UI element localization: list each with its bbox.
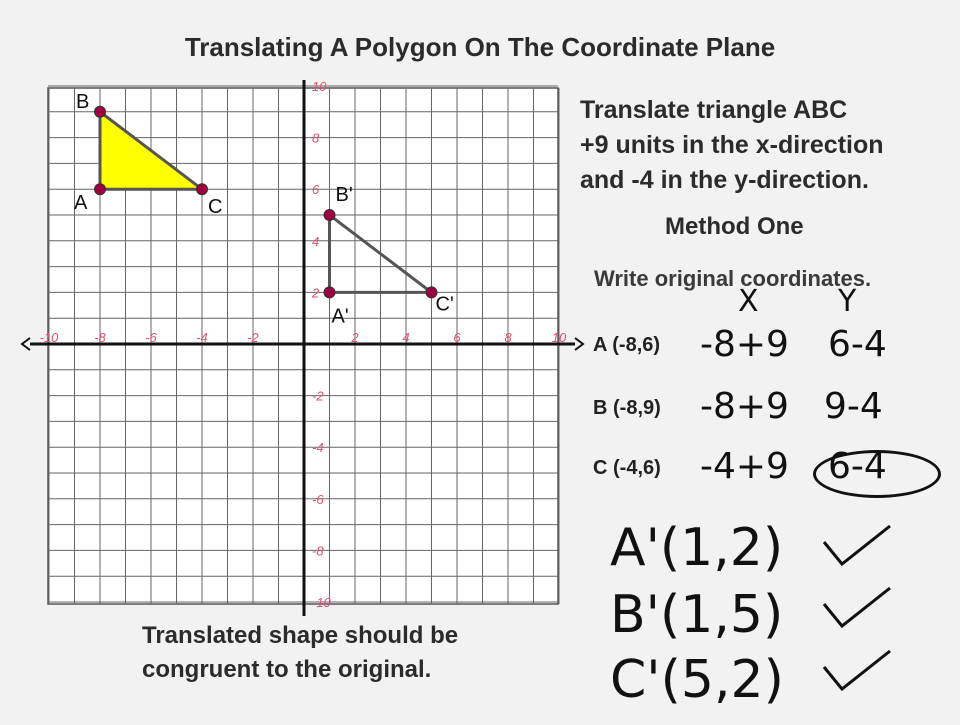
y-tick-label: 8	[312, 130, 320, 146]
result-c-prime: C'(5,2)	[610, 650, 784, 710]
vertex-label: A'	[331, 305, 349, 328]
checkmark-icon	[820, 582, 895, 632]
result-a-prime: A'(1,2)	[610, 518, 784, 578]
instruction-line-2: +9 units in the x-direction	[580, 131, 884, 159]
row-b-y-expr: 9-4	[824, 386, 883, 427]
y-tick-label: -2	[312, 388, 324, 404]
x-column-header: X	[738, 284, 759, 319]
vertex-point	[324, 210, 335, 221]
row-a-y-expr: 6-4	[828, 324, 887, 365]
vertex-point	[95, 184, 106, 195]
page-title: Translating A Polygon On The Coordinate Plane	[184, 32, 776, 62]
x-tick-label: 8	[504, 330, 512, 345]
method-heading: Method One	[665, 213, 804, 240]
x-tick-label: 10	[551, 330, 567, 345]
instruction-line-3: and -4 in the y-direction.	[580, 166, 869, 194]
row-a-label: A (-8,6)	[593, 334, 661, 356]
x-tick-label: -4	[196, 330, 208, 345]
checkmark-icon	[820, 645, 895, 695]
vertex-label: B'	[335, 184, 353, 206]
row-b-x-expr: -8+9	[700, 386, 789, 427]
vertex-point	[95, 106, 106, 117]
row-b-label: B (-8,9)	[593, 397, 661, 419]
y-tick-label: 2	[312, 285, 320, 301]
row-c-y-expr: 6-4	[828, 446, 887, 487]
y-tick-label: 4	[312, 233, 320, 249]
vertex-label: B	[76, 90, 90, 113]
x-tick-label: -2	[247, 330, 259, 345]
result-b-prime: B'(1,5)	[610, 585, 784, 645]
vertex-point	[324, 287, 335, 298]
vertex-point	[197, 184, 208, 195]
x-tick-label: -8	[94, 330, 106, 345]
footer-line-1: Translated shape should be	[142, 622, 459, 649]
y-column-header: Y	[838, 284, 857, 319]
y-tick-label: -8	[312, 543, 324, 559]
y-tick-label: -6	[312, 491, 324, 507]
vertex-label: A	[74, 192, 88, 215]
x-axis-arrow-icon	[22, 338, 30, 350]
x-axis-arrow-icon	[575, 338, 583, 350]
method-subheading: Write original coordinates.	[594, 266, 872, 291]
y-tick-label: -4	[312, 440, 324, 456]
x-tick-label: 2	[351, 330, 359, 345]
row-a-x-expr: -8+9	[700, 324, 789, 365]
x-tick-label: -10	[39, 330, 59, 345]
footer-line-2: congruent to the original.	[142, 656, 432, 683]
row-c-label: C (-4,6)	[593, 457, 661, 479]
vertex-label: C'	[435, 293, 454, 316]
row-c-x-expr: -4+9	[700, 446, 789, 487]
y-tick-label: 6	[312, 182, 320, 198]
instruction-line-1: Translate triangle ABC	[580, 96, 848, 124]
x-tick-label: -6	[145, 330, 157, 345]
x-tick-label: 4	[402, 330, 410, 345]
vertex-label: C	[208, 196, 223, 219]
x-tick-label: 6	[453, 330, 461, 345]
y-tick-label: -10	[312, 595, 331, 610]
checkmark-icon	[820, 520, 895, 570]
y-tick-label: 10	[312, 79, 327, 94]
